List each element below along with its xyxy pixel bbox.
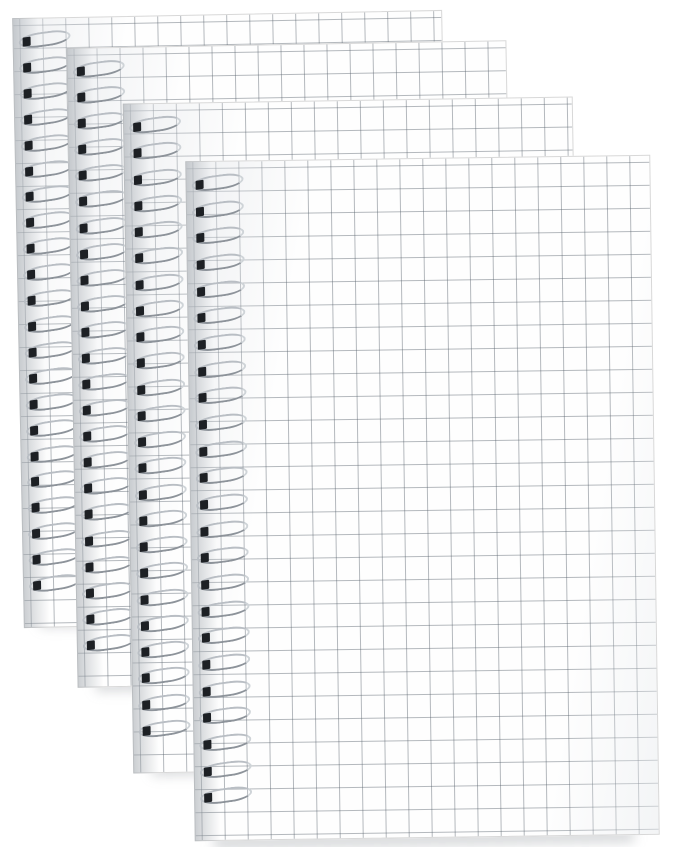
- grid-paper-page: [185, 155, 659, 841]
- notebook-4: [185, 155, 659, 841]
